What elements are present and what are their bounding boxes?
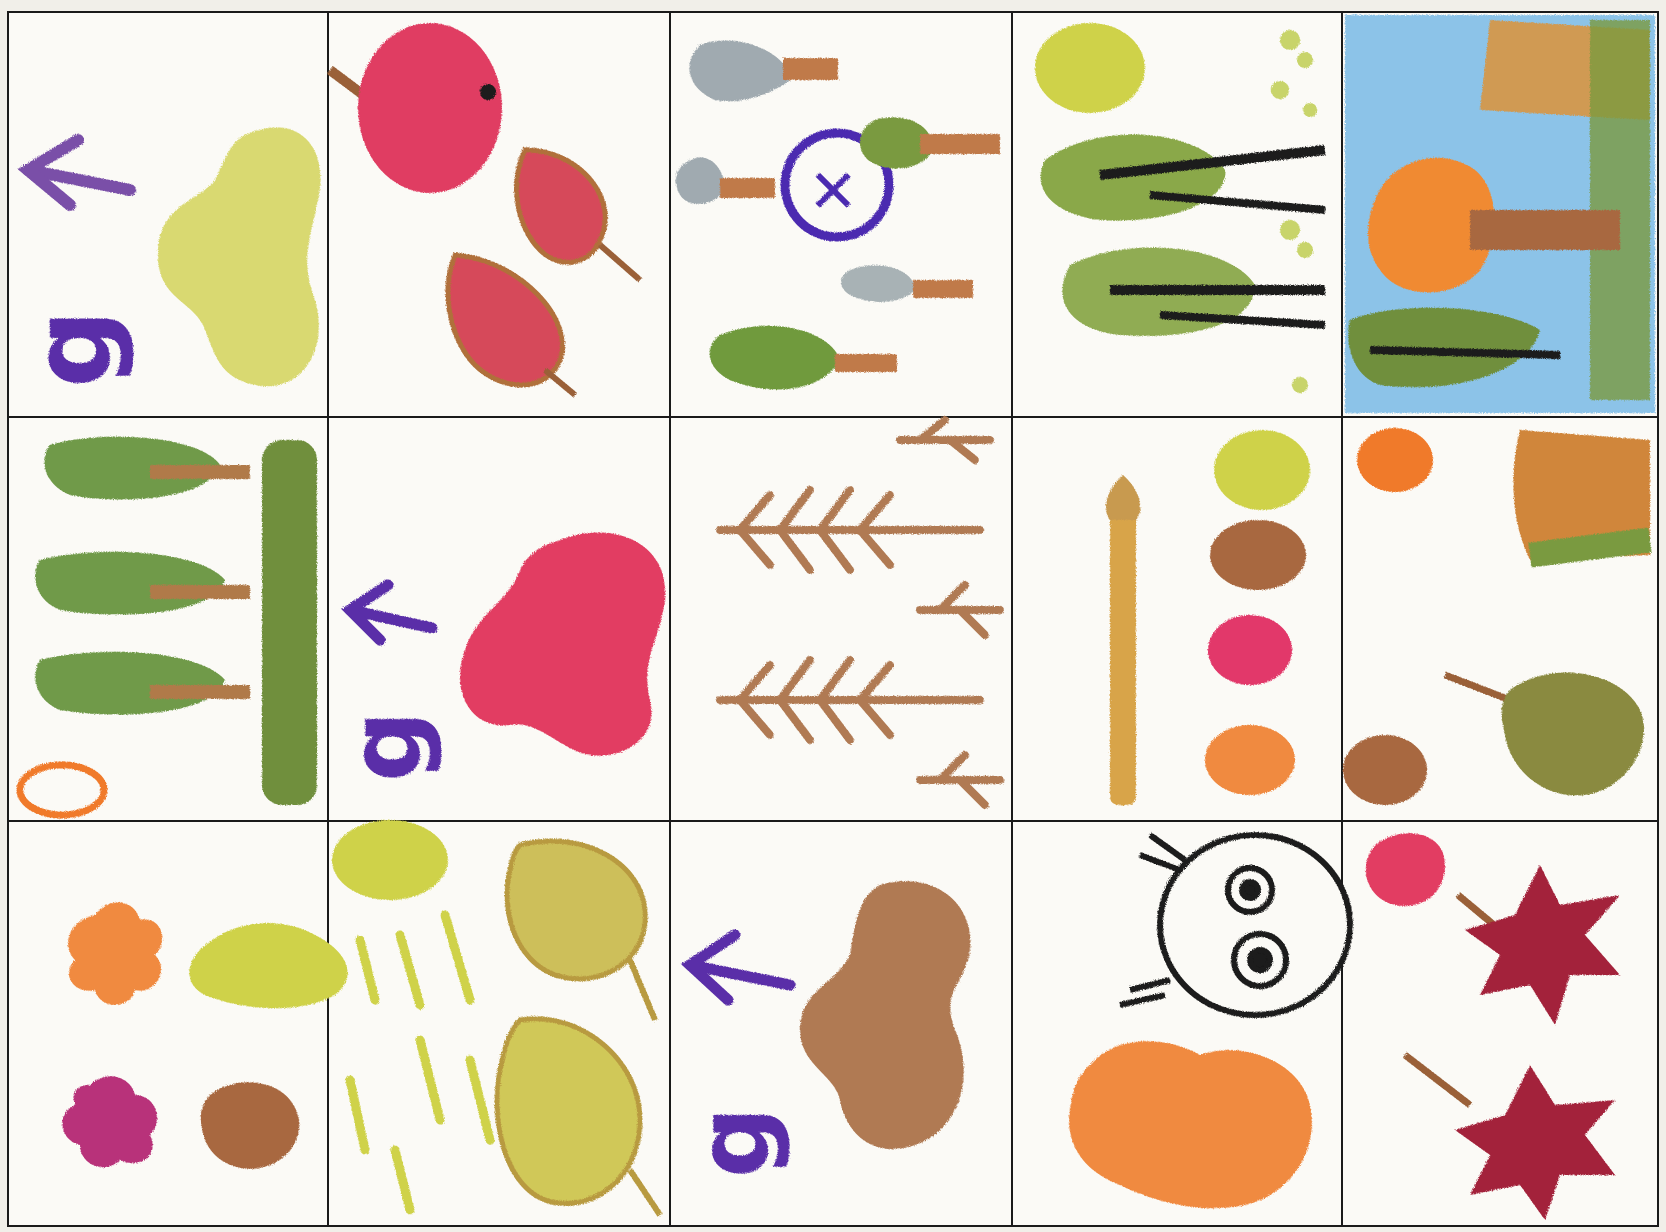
tree-trunk xyxy=(835,354,897,372)
orange-swatch xyxy=(1357,428,1433,492)
yellow-blob xyxy=(332,820,448,900)
red-apple xyxy=(358,23,502,193)
handwritten-g-2: g xyxy=(327,710,444,782)
brown-swatch xyxy=(1210,520,1306,590)
tree-trunk xyxy=(913,280,973,298)
tree-trunk xyxy=(1370,350,1560,355)
yellow-blob xyxy=(1035,23,1145,113)
tree-trunk xyxy=(720,178,775,198)
green-bush xyxy=(262,440,317,805)
tree-trunk xyxy=(150,585,250,599)
orange-swatch xyxy=(1205,725,1295,795)
apple-seed xyxy=(480,84,496,100)
handwritten-g-3: g xyxy=(675,1106,792,1178)
cell-r1c5-art xyxy=(1345,15,1655,413)
grass-base xyxy=(1530,540,1650,555)
brown-swatch xyxy=(1343,735,1427,805)
tree-trunk xyxy=(150,465,250,479)
handwritten-g-1: g xyxy=(8,309,136,388)
paint-brush xyxy=(1110,500,1136,805)
tree-trunk xyxy=(920,134,1000,154)
tree-trunk xyxy=(783,58,838,80)
purple-scribble: ✕ xyxy=(808,157,859,227)
log-trunk xyxy=(1470,210,1620,250)
yellow-swatch xyxy=(1214,430,1310,510)
red-swatch xyxy=(1208,615,1292,685)
cell-r3c1 xyxy=(8,821,328,1226)
tree-trunk xyxy=(150,685,250,699)
